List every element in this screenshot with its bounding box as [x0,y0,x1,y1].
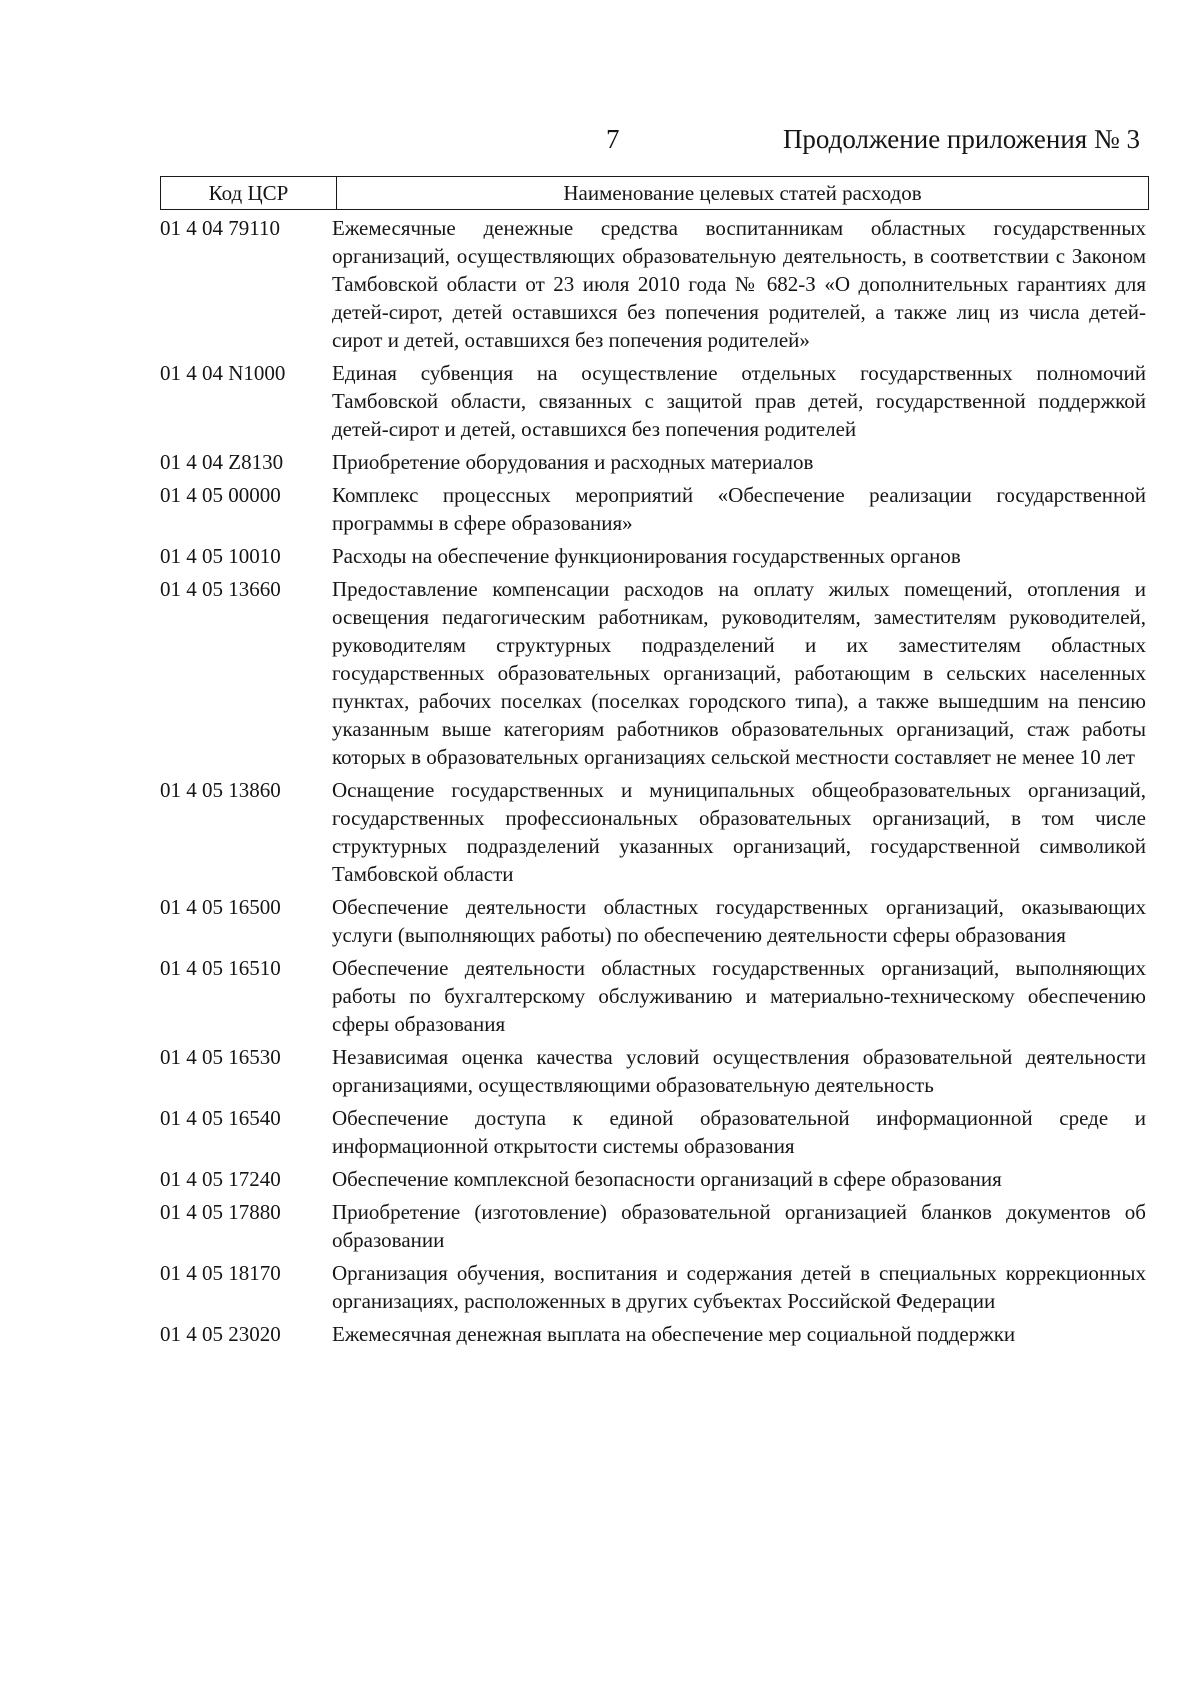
table-row [160,1320,1150,1348]
row-code: 01 4 05 16530 [160,1045,281,1069]
row-code: 01 4 05 17880 [160,1200,281,1224]
header-name-column: Наименование целевых статей расходов [563,180,922,205]
row-description: Комплекс процессных мероприятий «Обеспечение реализации государственной программы в сфере образования» [332,483,1146,535]
table-row [160,481,1150,537]
row-code: 01 4 05 13860 [160,778,281,802]
table-row [160,893,1150,949]
table-row [160,1104,1150,1160]
table-row [160,1259,1150,1315]
row-description: Обеспечение деятельности областных государственных организаций, оказывающих услуги (выполняющих работы) по обеспечению деятельности сферы образования [332,895,1146,947]
row-description: Расходы на обеспечение функционирования государственных органов [332,544,961,568]
row-code: 01 4 04 N1000 [160,361,286,385]
row-description: Обеспечение деятельности областных государственных организаций, выполняющих работы по бухгалтерскому обслуживанию и материально-техническому обеспечению сферы образования [332,956,1146,1036]
row-description: Организация обучения, воспитания и содержания детей в специальных коррекционных организациях, расположенных в других субъектах Российской Федерации [332,1261,1146,1313]
table-row [160,575,1150,771]
row-description: Единая субвенция на осуществление отдельных государственных полномочий Тамбовской области, связанных с защитой прав детей, государственной поддержкой детей-сирот и детей, оставшихся без попечения родителей [332,361,1146,441]
row-description: Предоставление компенсации расходов на оплату жилых помещений, отопления и освещения педагогическим работникам, руководителям, заместителям руководителей, руководителям структурных подразделений и их заместителям областных государственных образовательных организаций, работающим в сельских населенных пунктах, рабочих поселках (поселках городского типа), а также вышедшим на пенсию указанным выше категориям работников образовательных организаций, стаж работы которых в образовательных организациях сельской местности составляет не менее 10 лет [332,577,1146,769]
row-code: 01 4 05 16510 [160,956,281,980]
page-number: 7 [606,124,620,154]
row-description: Независимая оценка качества условий осуществления образовательной деятельности организациями, осуществляющими образовательную деятельность [332,1045,1146,1097]
table-row [160,214,1150,354]
row-description: Оснащение государственных и муниципальных общеобразовательных организаций, государственных профессиональных образовательных организаций, в том числе структурных подразделений указанных организаций, государственной символикой Тамбовской области [332,778,1146,886]
row-description: Ежемесячные денежные средства воспитанникам областных государственных организаций, осуществляющих образовательную деятельность, в соответствии с Законом Тамбовской области от 23 июля 2010 года № 682-З «О дополнительных гарантиях для детей-сирот, детей оставшихся без попечения родителей, а также лиц из числа детей-сирот и детей, оставшихся без попечения родителей» [332,216,1146,352]
row-code: 01 4 04 79110 [160,216,280,240]
row-description: Приобретение оборудования и расходных материалов [332,450,814,474]
row-description: Обеспечение комплексной безопасности организаций в сфере образования [332,1167,1002,1191]
row-code: 01 4 05 18170 [160,1261,281,1285]
table-row [160,1043,1150,1099]
row-description: Обеспечение доступа к единой образовательной информационной среде и информационной открытости системы образования [332,1106,1146,1158]
appendix-continuation-title: Продолжение приложения № 3 [782,124,1140,154]
row-code: 01 4 05 17240 [160,1167,281,1191]
table-row [160,954,1150,1038]
row-code: 01 4 05 10010 [160,544,281,568]
row-code: 01 4 05 23020 [160,1322,281,1346]
table-row [160,1198,1150,1254]
row-code: 01 4 05 13660 [160,577,281,601]
table-row [160,1165,1150,1193]
table-row [160,448,1150,476]
table-row [160,776,1150,888]
row-code: 01 4 04 Z8130 [160,450,284,474]
table-row [160,542,1150,570]
table-row [160,359,1150,443]
row-description: Приобретение (изготовление) образовательной организацией бланков документов об образовании [332,1200,1146,1252]
row-code: 01 4 05 16500 [160,895,281,919]
table-body [160,214,1150,1353]
row-description: Ежемесячная денежная выплата на обеспечение мер социальной поддержки [332,1322,1016,1346]
table-header [160,176,1149,210]
row-code: 01 4 05 16540 [160,1106,281,1130]
header-code-column: Код ЦСР [161,177,337,209]
row-code: 01 4 05 00000 [160,483,281,507]
